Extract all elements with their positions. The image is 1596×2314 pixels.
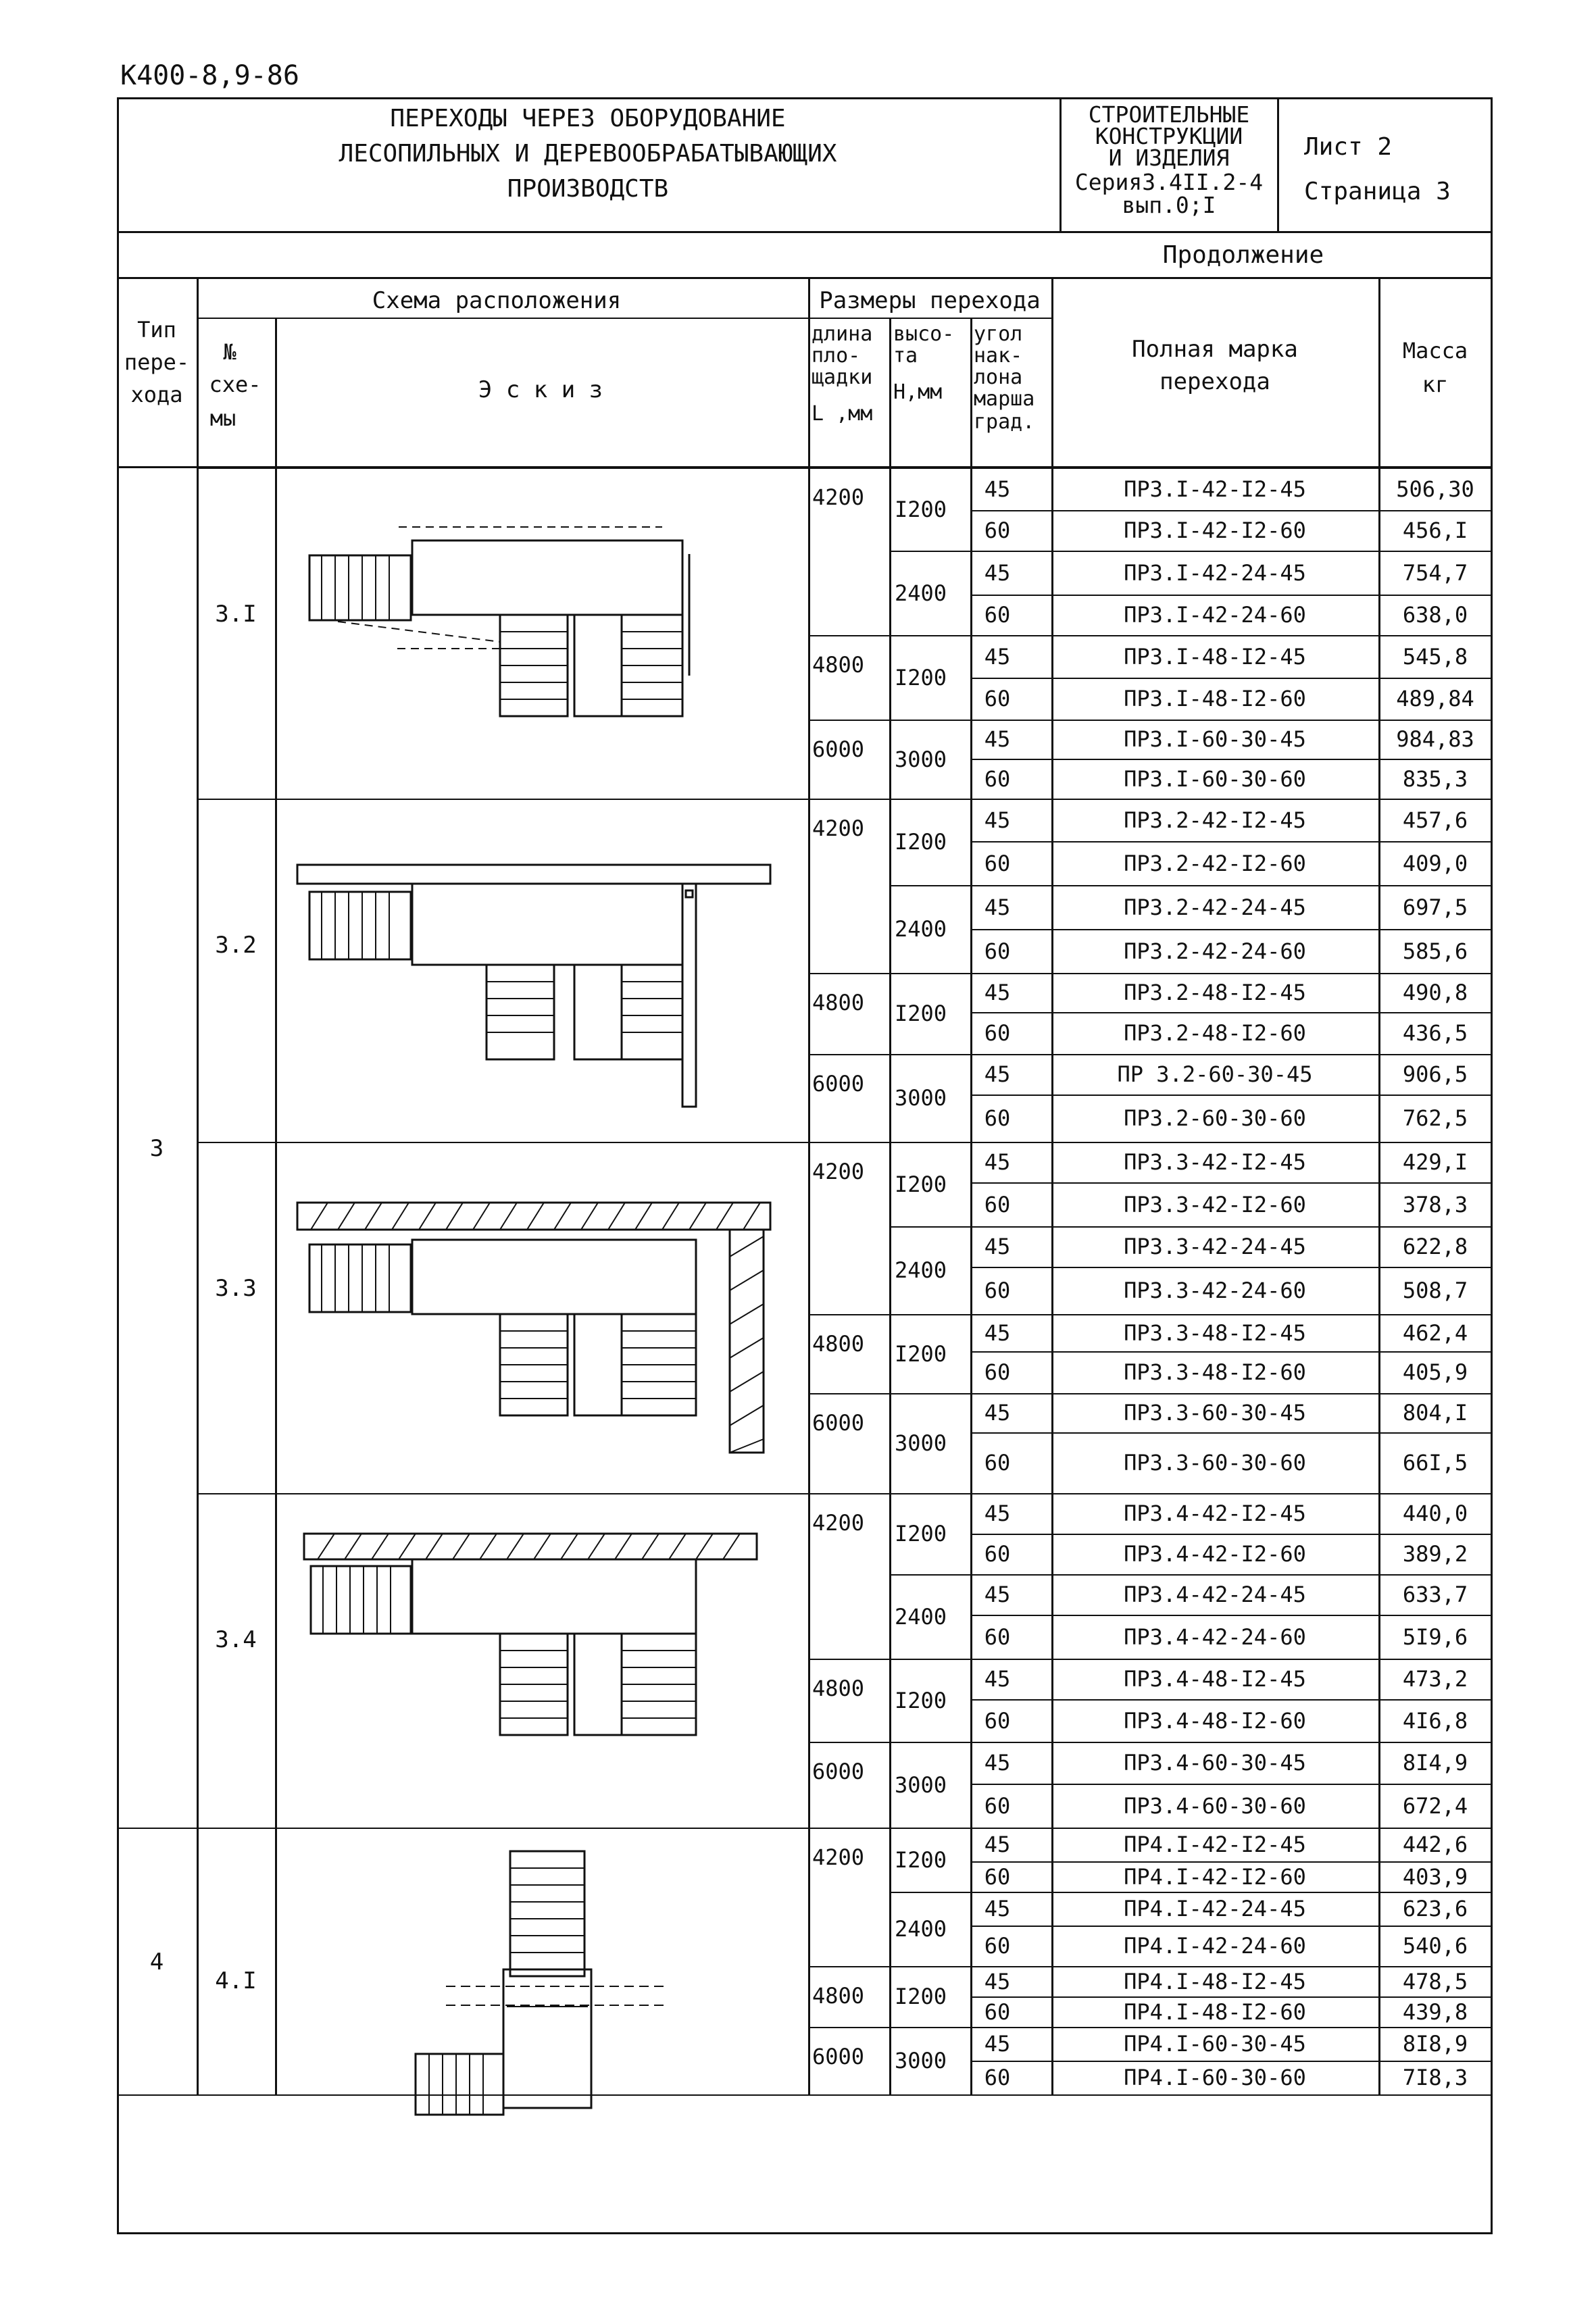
grid-line bbox=[1378, 1095, 1491, 1096]
header-length-2: пло- bbox=[812, 344, 861, 368]
series-line-3: И ИЗДЕЛИЯ bbox=[1108, 145, 1230, 171]
grid-line bbox=[889, 468, 891, 2094]
mass-value: 585,6 bbox=[1402, 938, 1468, 964]
angle-value: 60 bbox=[984, 1450, 1011, 1476]
height-value: 2400 bbox=[895, 916, 947, 942]
grid-line bbox=[970, 1784, 1378, 1785]
mark-value: ПР3.2-42-I2-60 bbox=[1124, 850, 1306, 876]
length-value: 4200 bbox=[812, 1159, 865, 1184]
header-scheme-group: Схема расположения bbox=[372, 287, 622, 314]
height-value: 2400 bbox=[895, 1916, 947, 1942]
angle-value: 60 bbox=[984, 850, 1011, 876]
grid-line bbox=[1378, 2027, 1491, 2028]
grid-line bbox=[1378, 1534, 1491, 1535]
angle-value: 45 bbox=[984, 1501, 1011, 1526]
mass-value: 835,3 bbox=[1402, 765, 1468, 792]
length-value: 4200 bbox=[812, 1510, 865, 1536]
grid-line bbox=[1378, 1182, 1491, 1184]
grid-line bbox=[1378, 1267, 1491, 1268]
mark-value: ПР3.2-48-I2-60 bbox=[1124, 1020, 1306, 1046]
header-mass-1: Масса bbox=[1402, 338, 1468, 363]
mark-value: ПР3.4-42-I2-45 bbox=[1124, 1501, 1306, 1526]
mass-value: 508,7 bbox=[1402, 1278, 1468, 1303]
grid-line bbox=[1378, 595, 1491, 596]
angle-value: 60 bbox=[984, 602, 1011, 628]
mass-value: 436,5 bbox=[1402, 1020, 1468, 1046]
angle-value: 45 bbox=[984, 1896, 1011, 1921]
header-mass-2: кг bbox=[1422, 372, 1449, 397]
grid-line bbox=[970, 595, 1378, 596]
header-mark-1: Полная марка bbox=[1132, 336, 1298, 363]
header-scheme-no-3: мы bbox=[209, 405, 236, 431]
angle-value: 60 bbox=[984, 1359, 1011, 1385]
grid-line bbox=[970, 2061, 1378, 2062]
mass-value: 389,2 bbox=[1402, 1541, 1468, 1567]
mark-value: ПР3.3-60-30-60 bbox=[1124, 1450, 1306, 1476]
grid-line bbox=[970, 1996, 1378, 1998]
mass-value: 7I8,3 bbox=[1402, 2065, 1468, 2090]
mark-value: ПР4.I-48-I2-45 bbox=[1124, 1968, 1306, 1994]
mass-value: 545,8 bbox=[1402, 643, 1468, 670]
document-code: К400-8,9-86 bbox=[120, 60, 299, 91]
angle-value: 60 bbox=[984, 686, 1011, 711]
mass-value: 457,6 bbox=[1402, 807, 1468, 833]
mark-value: ПР3.I-60-30-60 bbox=[1124, 765, 1306, 792]
grid-line bbox=[1378, 635, 1491, 636]
grid-line bbox=[1378, 468, 1380, 2094]
mark-value: ПР3.2-42-24-45 bbox=[1124, 894, 1306, 920]
grid-line bbox=[970, 1534, 1378, 1535]
grid-line bbox=[1378, 759, 1491, 760]
angle-value: 60 bbox=[984, 2065, 1011, 2090]
header-length-3: щадки bbox=[812, 366, 873, 389]
page-label: Страница 3 bbox=[1304, 178, 1451, 205]
mass-value: 754,7 bbox=[1402, 559, 1468, 586]
mark-value: ПР3.4-42-24-60 bbox=[1124, 1624, 1306, 1650]
header-type-3: хода bbox=[130, 382, 183, 407]
length-value: 4200 bbox=[812, 1844, 865, 1870]
header-type-1: Тип bbox=[137, 317, 176, 343]
mass-value: 697,5 bbox=[1402, 894, 1468, 920]
mark-value: ПР3.4-60-30-45 bbox=[1124, 1750, 1306, 1776]
mark-value: ПР3.4-42-24-45 bbox=[1124, 1582, 1306, 1607]
mass-value: 633,7 bbox=[1402, 1582, 1468, 1607]
height-value: 3000 bbox=[895, 1430, 947, 1456]
grid-line bbox=[1378, 1351, 1491, 1353]
grid-line bbox=[1378, 1861, 1491, 1863]
mark-value: ПР3.3-42-I2-45 bbox=[1124, 1149, 1306, 1175]
sketch-scheme-3-2 bbox=[297, 851, 770, 1108]
length-value: 6000 bbox=[812, 1071, 865, 1097]
header-sketch: Э с к и з bbox=[478, 376, 603, 403]
scheme-label: 3.3 bbox=[215, 1275, 257, 1302]
mass-value: 429,I bbox=[1402, 1149, 1468, 1175]
angle-value: 60 bbox=[984, 765, 1011, 792]
mass-value: 440,0 bbox=[1402, 1501, 1468, 1526]
height-value: I200 bbox=[895, 1171, 947, 1197]
grid-line bbox=[1378, 885, 1491, 886]
mark-value: ПР3.I-42-I2-60 bbox=[1124, 518, 1306, 543]
height-value: 3000 bbox=[895, 2048, 947, 2073]
mass-value: 442,6 bbox=[1402, 1832, 1468, 1857]
header-angle-5: град. bbox=[974, 410, 1035, 434]
grid-line bbox=[970, 1432, 1378, 1434]
angle-value: 45 bbox=[984, 1400, 1011, 1426]
grid-line bbox=[808, 468, 810, 2094]
angle-value: 45 bbox=[984, 980, 1011, 1005]
angle-value: 45 bbox=[984, 643, 1011, 670]
angle-value: 60 bbox=[984, 518, 1011, 543]
sketch-scheme-3-4 bbox=[304, 1534, 764, 1750]
grid-line bbox=[1378, 841, 1491, 842]
mark-value: ПР3.4-60-30-60 bbox=[1124, 1792, 1306, 1819]
angle-value: 60 bbox=[984, 938, 1011, 964]
angle-value: 60 bbox=[984, 1541, 1011, 1567]
mark-value: ПР3.2-60-30-60 bbox=[1124, 1105, 1306, 1131]
scheme-label: 3.2 bbox=[215, 932, 257, 959]
mark-value: ПР3.I-42-24-45 bbox=[1124, 559, 1306, 586]
grid-line bbox=[1378, 720, 1491, 721]
grid-line bbox=[889, 885, 970, 886]
angle-value: 60 bbox=[984, 1624, 1011, 1650]
angle-value: 60 bbox=[984, 1191, 1011, 1217]
height-value: I200 bbox=[895, 1001, 947, 1026]
header-length-4: L ,мм bbox=[812, 402, 873, 426]
grid-line bbox=[889, 1574, 970, 1576]
mass-value: 623,6 bbox=[1402, 1896, 1468, 1921]
mark-value: ПР3.3-48-I2-45 bbox=[1124, 1319, 1306, 1346]
header-height-3: Н,мм bbox=[893, 380, 943, 404]
grid-line bbox=[1378, 1892, 1491, 1893]
angle-value: 45 bbox=[984, 1582, 1011, 1607]
angle-value: 45 bbox=[984, 726, 1011, 752]
header-angle-2: нак- bbox=[974, 344, 1023, 368]
mark-value: ПР4.I-60-30-60 bbox=[1124, 2065, 1306, 2090]
mark-value: ПР4.I-42-I2-60 bbox=[1124, 1863, 1306, 1890]
height-value: I200 bbox=[895, 829, 947, 855]
header-mark-2: перехода bbox=[1159, 368, 1270, 395]
header-scheme-no-2: схе- bbox=[209, 372, 261, 397]
height-value: I200 bbox=[895, 1521, 947, 1546]
height-value: I200 bbox=[895, 1984, 947, 2009]
title-line-2: ЛЕСОПИЛЬНЫХ И ДЕРЕВООБРАБАТЫВАЮЩИХ bbox=[339, 140, 837, 168]
grid-line bbox=[117, 2094, 1491, 2096]
height-value: I200 bbox=[895, 496, 947, 522]
grid-line bbox=[1378, 1742, 1491, 1743]
grid-line bbox=[889, 1892, 970, 1893]
header-angle-4: марша bbox=[974, 387, 1035, 411]
grid-line bbox=[970, 1615, 1378, 1616]
mass-value: 478,5 bbox=[1402, 1968, 1468, 1994]
grid-line bbox=[197, 468, 199, 2094]
grid-line bbox=[1378, 1393, 1491, 1394]
grid-line bbox=[970, 1012, 1378, 1013]
grid-line bbox=[1378, 1966, 1491, 1967]
grid-line bbox=[889, 1226, 970, 1228]
grid-line bbox=[1378, 551, 1491, 552]
mark-value: ПР3.4-42-I2-60 bbox=[1124, 1541, 1306, 1567]
header-angle-3: лона bbox=[974, 366, 1023, 389]
header-type-2: пере- bbox=[124, 349, 190, 375]
angle-value: 60 bbox=[984, 1792, 1011, 1819]
angle-value: 45 bbox=[984, 1234, 1011, 1259]
angle-value: 45 bbox=[984, 1666, 1011, 1692]
grid-line bbox=[1378, 1615, 1491, 1616]
angle-value: 45 bbox=[984, 1061, 1011, 1087]
angle-value: 45 bbox=[984, 1968, 1011, 1994]
mass-value: 622,8 bbox=[1402, 1234, 1468, 1259]
mass-value: 462,4 bbox=[1402, 1319, 1468, 1346]
height-value: I200 bbox=[895, 1687, 947, 1713]
title-line-1: ПЕРЕХОДЫ ЧЕРЕЗ ОБОРУДОВАНИЕ bbox=[390, 105, 786, 132]
sheet-label: Лист 2 bbox=[1304, 133, 1393, 161]
angle-value: 45 bbox=[984, 894, 1011, 920]
angle-value: 60 bbox=[984, 1863, 1011, 1890]
mass-value: 672,4 bbox=[1402, 1792, 1468, 1819]
length-value: 6000 bbox=[812, 1410, 865, 1436]
mass-value: 638,0 bbox=[1402, 602, 1468, 628]
series-line-2: КОНСТРУКЦИИ bbox=[1095, 123, 1243, 149]
length-value: 4800 bbox=[812, 990, 865, 1015]
length-value: 4800 bbox=[812, 1676, 865, 1701]
grid-line bbox=[970, 510, 1378, 511]
height-value: 2400 bbox=[895, 1603, 947, 1630]
mark-value: ПР3.3-42-24-60 bbox=[1124, 1278, 1306, 1303]
height-value: 3000 bbox=[895, 1771, 947, 1798]
angle-value: 45 bbox=[984, 476, 1011, 502]
height-value: 2400 bbox=[895, 580, 947, 606]
angle-value: 45 bbox=[984, 1319, 1011, 1346]
grid-line bbox=[889, 551, 970, 552]
mass-value: 490,8 bbox=[1402, 980, 1468, 1005]
mark-value: ПР3.I-48-I2-60 bbox=[1124, 686, 1306, 711]
mass-value: 409,0 bbox=[1402, 850, 1468, 876]
continuation-label: Продолжение bbox=[1162, 241, 1324, 269]
mass-value: 762,5 bbox=[1402, 1105, 1468, 1131]
angle-value: 60 bbox=[984, 1020, 1011, 1046]
grid-line bbox=[1378, 1996, 1491, 1998]
mass-value: 405,9 bbox=[1402, 1359, 1468, 1385]
grid-line bbox=[970, 929, 1378, 930]
mass-value: 8I4,9 bbox=[1402, 1750, 1468, 1776]
type-label: 3 bbox=[149, 1134, 164, 1162]
scheme-label: 3.I bbox=[215, 601, 257, 628]
mass-value: 984,83 bbox=[1396, 726, 1474, 752]
mark-value: ПР3.4-48-I2-60 bbox=[1124, 1707, 1306, 1734]
grid-line bbox=[1378, 1432, 1491, 1434]
sketch-scheme-4-1 bbox=[405, 1844, 689, 2128]
length-value: 4800 bbox=[812, 652, 865, 678]
angle-value: 45 bbox=[984, 807, 1011, 833]
grid-line bbox=[1378, 1699, 1491, 1701]
mark-value: ПР 3.2-60-30-45 bbox=[1117, 1061, 1313, 1087]
mark-value: ПР3.I-42-24-60 bbox=[1124, 602, 1306, 628]
angle-value: 60 bbox=[984, 1278, 1011, 1303]
mass-value: 378,3 bbox=[1402, 1191, 1468, 1217]
angle-value: 45 bbox=[984, 1149, 1011, 1175]
grid-line bbox=[197, 1142, 1491, 1143]
grid-line bbox=[970, 1095, 1378, 1096]
mark-value: ПР4.I-48-I2-60 bbox=[1124, 1998, 1306, 2025]
angle-value: 60 bbox=[984, 1105, 1011, 1131]
grid-line bbox=[1378, 973, 1491, 974]
grid-line bbox=[1051, 468, 1053, 2094]
angle-value: 45 bbox=[984, 1750, 1011, 1776]
grid-line bbox=[1378, 1314, 1491, 1315]
grid-line bbox=[970, 468, 972, 2094]
mass-value: 804,I bbox=[1402, 1400, 1468, 1426]
mark-value: ПР3.2-42-I2-45 bbox=[1124, 807, 1306, 833]
grid-line bbox=[197, 468, 1491, 469]
mark-value: ПР3.3-42-I2-60 bbox=[1124, 1191, 1306, 1217]
grid-line bbox=[970, 678, 1378, 679]
angle-value: 60 bbox=[984, 1998, 1011, 2025]
grid-line bbox=[275, 468, 277, 2094]
grid-line bbox=[1378, 678, 1491, 679]
length-value: 4800 bbox=[812, 1983, 865, 2009]
angle-value: 60 bbox=[984, 1933, 1011, 1959]
grid-line bbox=[1378, 1012, 1491, 1013]
grid-line bbox=[1378, 1226, 1491, 1228]
length-value: 4200 bbox=[812, 815, 865, 841]
angle-value: 60 bbox=[984, 1707, 1011, 1734]
header-angle-1: угол bbox=[974, 322, 1023, 346]
header-dims-group: Размеры перехода bbox=[819, 287, 1041, 314]
mark-value: ПР4.I-42-24-60 bbox=[1124, 1933, 1306, 1959]
height-value: 3000 bbox=[895, 746, 947, 772]
mass-value: 66I,5 bbox=[1402, 1450, 1468, 1476]
mark-value: ПР4.I-42-I2-45 bbox=[1124, 1832, 1306, 1857]
sketch-scheme-3-1 bbox=[297, 513, 770, 757]
series-line-5: вып.0;I bbox=[1122, 192, 1216, 218]
type-label: 4 bbox=[149, 1948, 164, 1976]
height-value: 3000 bbox=[895, 1085, 947, 1111]
header-height-2: та bbox=[893, 344, 918, 368]
grid-line bbox=[1378, 1574, 1491, 1576]
mark-value: ПР3.I-42-I2-45 bbox=[1124, 476, 1306, 502]
grid-line bbox=[1378, 1054, 1491, 1055]
length-value: 6000 bbox=[812, 2044, 865, 2069]
grid-line bbox=[1378, 1784, 1491, 1785]
mass-value: 906,5 bbox=[1402, 1061, 1468, 1087]
grid-line bbox=[1378, 2061, 1491, 2062]
scheme-label: 4.I bbox=[215, 1967, 257, 1994]
grid-line bbox=[1378, 1659, 1491, 1660]
mark-value: ПР3.3-48-I2-60 bbox=[1124, 1359, 1306, 1385]
height-value: I200 bbox=[895, 664, 947, 690]
length-value: 6000 bbox=[812, 736, 865, 762]
grid-line bbox=[197, 799, 1491, 800]
mass-value: 4I6,8 bbox=[1402, 1707, 1468, 1734]
mark-value: ПР3.2-42-24-60 bbox=[1124, 938, 1306, 964]
header-scheme-no-1: № bbox=[223, 339, 236, 365]
length-value: 4200 bbox=[812, 484, 865, 510]
mark-value: ПР3.4-48-I2-45 bbox=[1124, 1666, 1306, 1692]
mass-value: 439,8 bbox=[1402, 1998, 1468, 2025]
mark-value: ПР3.3-60-30-45 bbox=[1124, 1400, 1306, 1426]
grid-line bbox=[970, 1699, 1378, 1701]
grid-line bbox=[1378, 510, 1491, 511]
mass-value: 456,I bbox=[1402, 518, 1468, 543]
grid-line bbox=[970, 841, 1378, 842]
length-value: 6000 bbox=[812, 1759, 865, 1784]
angle-value: 45 bbox=[984, 559, 1011, 586]
height-value: 2400 bbox=[895, 1257, 947, 1283]
grid-line bbox=[1378, 1926, 1491, 1927]
height-value: I200 bbox=[895, 1340, 947, 1367]
mark-value: ПР3.I-48-I2-45 bbox=[1124, 643, 1306, 670]
series-line-4: Серия3.4II.2-4 bbox=[1074, 169, 1264, 195]
grid-line bbox=[970, 759, 1378, 760]
height-value: I200 bbox=[895, 1846, 947, 1873]
grid-line bbox=[970, 1926, 1378, 1927]
grid-line bbox=[970, 1267, 1378, 1268]
header-length-1: длина bbox=[812, 322, 873, 346]
header-height-1: высо- bbox=[893, 322, 955, 346]
mass-value: 5I9,6 bbox=[1402, 1624, 1468, 1650]
grid-line bbox=[197, 1828, 1491, 1829]
angle-value: 45 bbox=[984, 1832, 1011, 1857]
mass-value: 8I8,9 bbox=[1402, 2031, 1468, 2057]
mark-value: ПР3.2-48-I2-45 bbox=[1124, 980, 1306, 1005]
grid-line bbox=[197, 1493, 1491, 1494]
angle-value: 45 bbox=[984, 2031, 1011, 2057]
grid-line bbox=[1378, 929, 1491, 930]
mass-value: 473,2 bbox=[1402, 1666, 1468, 1692]
grid-line bbox=[970, 1182, 1378, 1184]
scheme-label: 3.4 bbox=[215, 1626, 257, 1653]
grid-line bbox=[970, 1351, 1378, 1353]
mark-value: ПР3.I-60-30-45 bbox=[1124, 726, 1306, 752]
mass-value: 506,30 bbox=[1396, 476, 1474, 502]
mass-value: 403,9 bbox=[1402, 1863, 1468, 1890]
mass-value: 489,84 bbox=[1396, 686, 1474, 711]
mark-value: ПР4.I-42-24-45 bbox=[1124, 1896, 1306, 1921]
sketch-scheme-3-3 bbox=[297, 1203, 770, 1459]
mark-value: ПР4.I-60-30-45 bbox=[1124, 2031, 1306, 2057]
mark-value: ПР3.3-42-24-45 bbox=[1124, 1234, 1306, 1259]
length-value: 4800 bbox=[812, 1331, 865, 1357]
title-line-3: ПРОИЗВОДСТВ bbox=[507, 175, 669, 203]
series-line-1: СТРОИТЕЛЬНЫЕ bbox=[1088, 101, 1250, 128]
grid-line bbox=[970, 1861, 1378, 1863]
mass-value: 540,6 bbox=[1402, 1933, 1468, 1959]
